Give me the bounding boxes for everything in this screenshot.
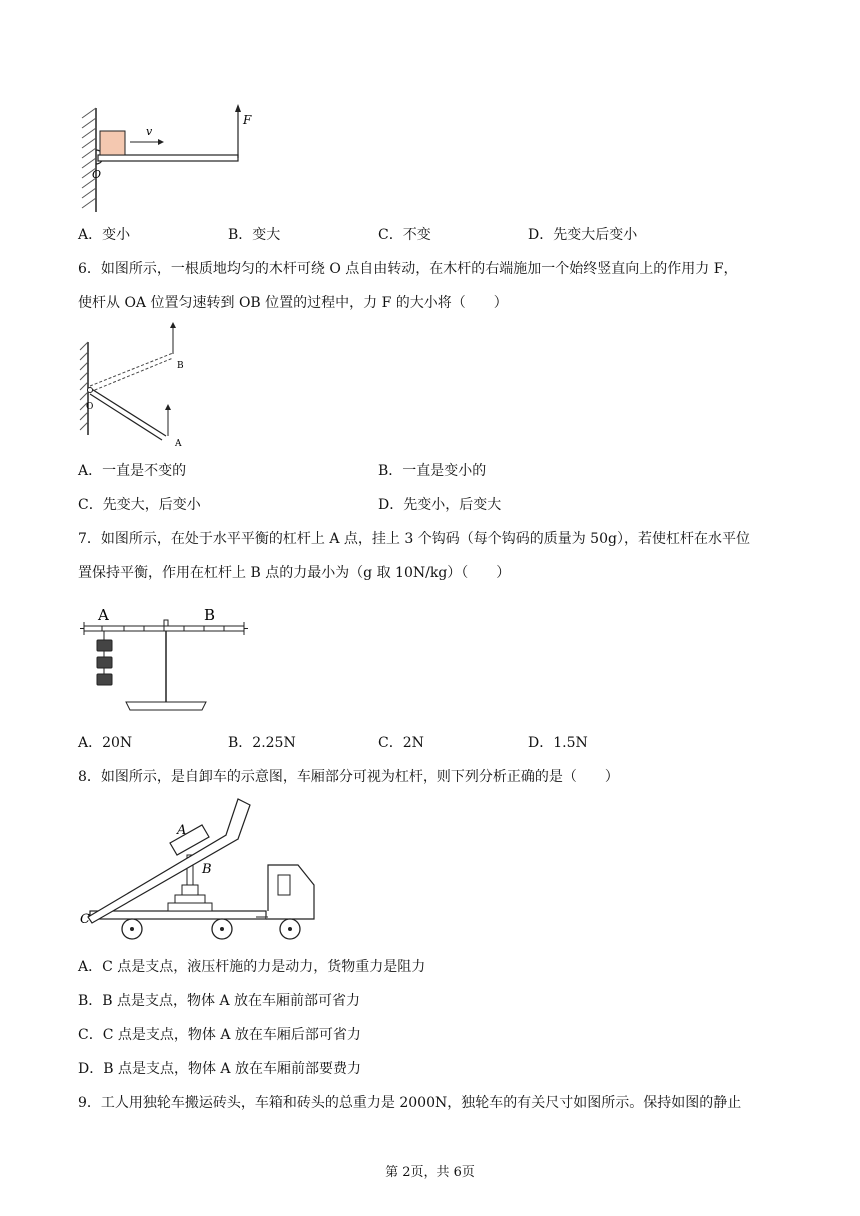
q6-option-d[interactable]: D．先变小，后变大 [378,497,502,513]
q6-text-line2: 使杆从 OA 位置匀速转到 OB 位置的过程中，力 F 的大小将（ ） [78,295,508,311]
figure-q5-lever-block [78,100,268,215]
point-c-label: C [80,912,90,927]
point-b-label: B [202,862,212,877]
pivot-label: O [92,168,102,181]
q5-option-b[interactable]: B．变大 [228,227,281,243]
figure-q8-dump-truck [78,795,328,945]
q7-option-c[interactable]: C．2N [378,735,424,751]
q6-option-a[interactable]: A．一直是不变的 [78,463,187,479]
q8-text-line1: 8．如图所示，是自卸车的示意图，车厢部分可视为杠杆，则下列分析正确的是（ ） [78,769,619,785]
point-o-label: O [86,402,94,412]
q7-text-line1: 7．如图所示，在处于水平平衡的杠杆上 A 点，挂上 3 个钩码（每个钩码的质量为 50g），若使杠杆在水平位 [78,531,750,547]
q8-option-a[interactable]: A．C 点是支点，液压杆施的力是动力，货物重力是阻力 [78,959,426,975]
velocity-label: v [146,125,153,138]
page-footer: 第 2页，共 6页 [385,1165,475,1180]
q8-option-b[interactable]: B．B 点是支点，物体 A 放在车厢前部可省力 [78,993,361,1009]
q7-option-d[interactable]: D．1.5N [528,735,588,751]
q5-option-a[interactable]: A．变小 [78,227,131,243]
q6-option-b[interactable]: B．一直是变小的 [378,463,487,479]
q8-option-d[interactable]: D．B 点是支点，物体 A 放在车厢前部要费力 [78,1061,361,1077]
q6-option-c[interactable]: C．先变大，后变小 [78,497,201,513]
point-b-label: B [204,606,216,624]
q7-option-a[interactable]: A．20N [78,735,133,751]
force-label: F [243,113,252,127]
cargo-a-label: A [177,823,187,838]
point-a-label: A [175,439,182,449]
figure-q6-rotating-rod [78,320,208,450]
q5-option-c[interactable]: C．不变 [378,227,431,243]
q8-option-c[interactable]: C．C 点是支点，物体 A 放在车厢后部可省力 [78,1027,361,1043]
q7-text-line2: 置保持平衡，作用在杠杆上 B 点的力最小为（g 取 10N/kg）（ ） [78,565,511,581]
point-a-label: A [98,606,109,624]
q6-text-line1: 6．如图所示，一根质地均匀的木杆可绕 O 点自由转动，在木杆的右端施加一个始终竖直向上的作用力 F， [78,261,738,277]
figure-q7-balance-lever [78,600,258,715]
point-b-label: B [177,361,184,371]
q7-option-b[interactable]: B．2.25N [228,735,296,751]
q9-text-line1: 9．工人用独轮车搬运砖头，车箱和砖头的总重力是 2000N，独轮车的有关尺寸如图所示。保持如图的静止 [78,1095,742,1111]
q5-option-d[interactable]: D．先变大后变小 [528,227,638,243]
